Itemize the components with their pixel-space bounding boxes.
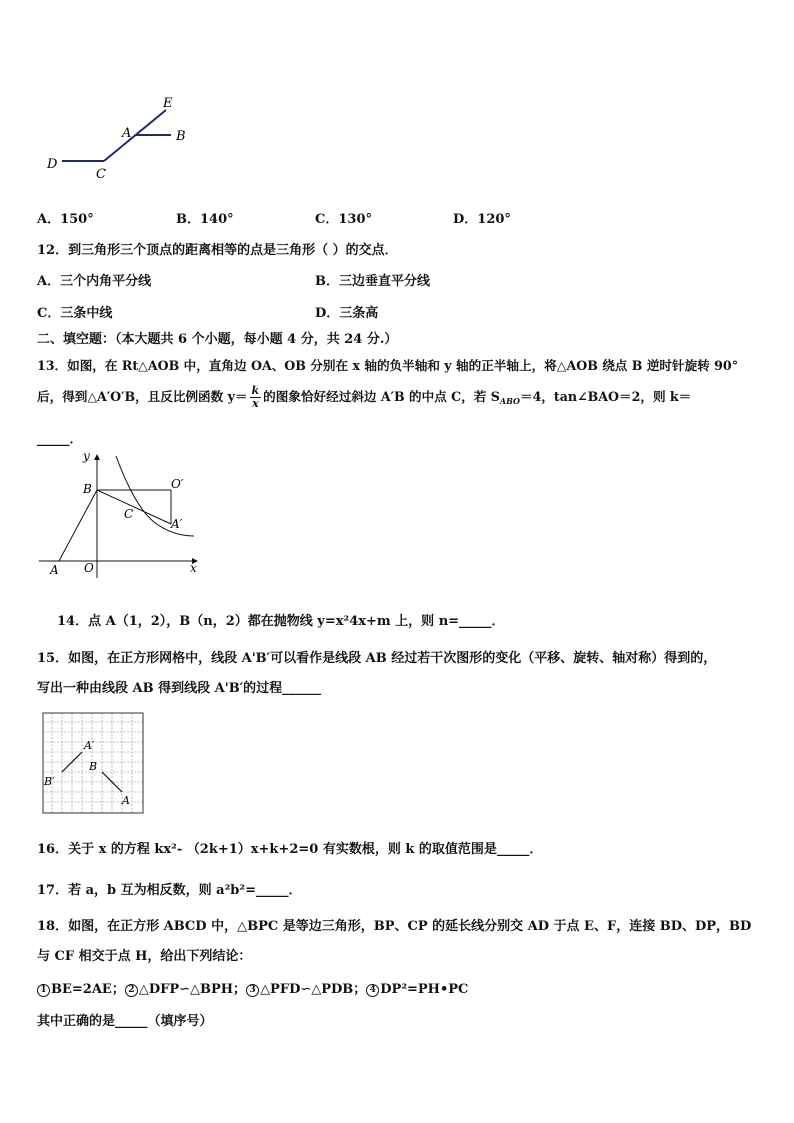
- y-axis-arrow: [94, 454, 100, 460]
- circled-number-4: 4: [366, 984, 379, 997]
- q11-option-d[interactable]: D．120°: [453, 212, 511, 227]
- fraction-k-over-x: [250, 385, 262, 410]
- angle-figure: [40, 92, 200, 184]
- circled-number-3: 3: [246, 984, 259, 997]
- q12-option-b[interactable]: B．三边垂直平分线: [315, 274, 430, 289]
- q15-line1: 15．如图，在正方形网格中，线段 A'B′可以看作是线段 AB 经过若干次图形的变化（平移、旋转、轴对称）得到的，: [37, 651, 717, 666]
- circled-number-1: 1: [37, 984, 50, 997]
- label-A: A: [50, 563, 59, 577]
- q18-conclusions: [37, 978, 468, 997]
- segment-BA1: [97, 490, 171, 524]
- segment-AB: [102, 772, 122, 792]
- q13-answer-blank[interactable]: _____．: [37, 432, 83, 447]
- q11-option-a[interactable]: A．150°: [37, 212, 94, 227]
- q18-line2: 与 CF 相交于点 H，给出下列结论：: [37, 949, 252, 964]
- q13-line2-c: ＝4，tan∠BAO＝2，则 k＝: [519, 389, 692, 404]
- q16-text: 16．关于 x 的方程 kx²- （2k+1）x+k+2=0 有实数根，则 k 的取值范围是_____．: [37, 842, 543, 857]
- segment-AB: [59, 490, 97, 561]
- q13-line1: 13．如图，在 Rt△AOB 中，直角边 OA、OB 分别在 x 轴的负半轴和 y 轴的正半轴上，将△AOB 绕点 B 逆时针旋转 90°: [37, 358, 738, 373]
- label-B: B: [83, 482, 92, 496]
- label-O: O: [84, 561, 94, 575]
- label-A: A: [122, 126, 132, 141]
- q14-text: 14．点 A（1，2），B（n，2）都在抛物线 y=x²4x+m 上，则 n=_____．: [57, 614, 505, 629]
- q12-stem: 12．到三角形三个顶点的距离相等的点是三角形（ ）的交点．: [37, 243, 398, 258]
- q12-option-d[interactable]: D．三条高: [315, 306, 379, 321]
- q11-option-c[interactable]: C．130°: [315, 212, 372, 227]
- label-C: C: [96, 167, 106, 182]
- q13-line2-b: 的图象恰好经过斜边 A′B 的中点 C，若 S: [263, 389, 500, 404]
- label-C: C: [124, 507, 134, 521]
- q11-option-b[interactable]: B．140°: [176, 212, 234, 227]
- conclusion-4: DP²=PH•PC: [380, 982, 469, 997]
- circled-number-2: 2: [125, 984, 138, 997]
- label-B: B: [89, 760, 98, 773]
- frac-denominator: x: [252, 397, 259, 410]
- label-B: B: [176, 129, 186, 144]
- coordinate-figure: [34, 448, 204, 580]
- conclusion-3: △PFD∽△PDB；: [260, 982, 367, 997]
- label-A1: A′: [84, 739, 95, 752]
- label-B1: B′: [44, 775, 55, 788]
- q12-option-c[interactable]: C．三条中线: [37, 306, 113, 321]
- q15-line2: 写出一种由线段 AB 得到线段 A'B′的过程______: [37, 681, 322, 696]
- q18-line4: 其中正确的是_____（填序号）: [37, 1014, 213, 1029]
- q17-text: 17．若 a，b 互为相反数，则 a²b²=_____．: [37, 883, 302, 898]
- conclusion-1: BE=2AE；: [51, 982, 125, 997]
- grid-figure: [42, 712, 146, 816]
- conclusion-2: △DFP∽△BPH；: [138, 982, 247, 997]
- label-O1: O′: [171, 477, 184, 491]
- label-y: y: [83, 449, 90, 463]
- label-A: A: [122, 794, 130, 807]
- q13-line2-a: 后，得到△A′O′B，且反比例函数 y＝: [37, 389, 248, 404]
- label-A1: A′: [171, 517, 183, 531]
- label-x: x: [190, 561, 197, 575]
- label-D: D: [47, 157, 58, 172]
- q13-line2: [37, 381, 691, 417]
- section-title: 二、填空题：（本大题共 6 个小题，每小题 4 分，共 24 分.）: [37, 332, 398, 347]
- q12-option-a[interactable]: A．三个内角平分线: [37, 274, 152, 289]
- q18-line1: 18．如图，在正方形 ABCD 中，△BPC 是等边三角形，BP、CP 的延长线分别交 AD 于点 E、F，连接 BD、DP，BD: [37, 919, 752, 934]
- frac-numerator: k: [251, 384, 260, 397]
- q13-subscript: ABO: [499, 396, 520, 406]
- label-E: E: [163, 96, 173, 111]
